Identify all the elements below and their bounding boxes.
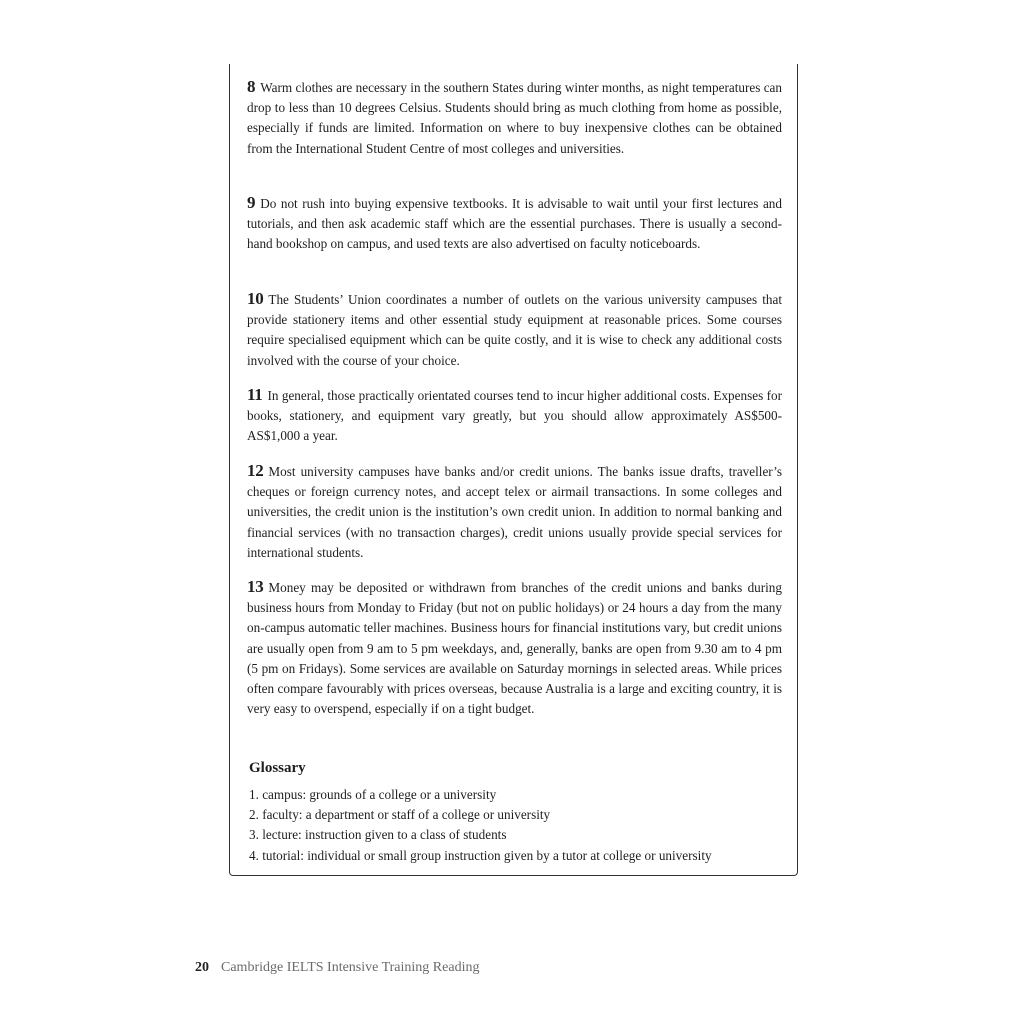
glossary-item: 4. tutorial: individual or small group instruction given by a tutor at college or university	[249, 847, 712, 863]
paragraph-10	[247, 289, 782, 371]
paragraph-number: 10	[247, 289, 264, 308]
paragraph-13	[247, 577, 782, 719]
paragraph-text: Do not rush into buying expensive textbooks. It is advisable to wait until your first lectures and tutorials, and then ask academic staff which are the essential purchases. There is usually a second-hand bookshop on campus, and used texts are also advertised on faculty noticeboards.	[247, 196, 782, 252]
text-box	[229, 64, 798, 876]
glossary-item: 1. campus: grounds of a college or a university	[249, 787, 497, 802]
page-footer	[195, 958, 479, 978]
paragraph-11	[247, 385, 782, 447]
paragraph-number: 13	[247, 577, 264, 596]
paragraph-12	[247, 461, 782, 563]
glossary-list	[249, 785, 779, 866]
paragraph-text: Warm clothes are necessary in the southern States during winter months, as night temperatures can drop to less than 10 degrees Celsius. Students should bring as much clothing from home as possible, especially if funds are limited. Information on where to buy inexpensive clothes can be obtained from the International Student Centre of most colleges and universities.	[247, 80, 782, 156]
paragraph-text: Most university campuses have banks and/or credit unions. The banks issue drafts, traveller’s cheques or foreign currency notes, and accept telex or airmail transactions. In some colleges and universities, the credit union is the institution’s own credit union. In addition to normal banking and financial services (with no transaction charges), credit unions usually provide special services for international students.	[247, 464, 782, 560]
paragraph-number: 11	[247, 385, 263, 404]
glossary-item: 3. lecture: instruction given to a class of students	[249, 827, 507, 843]
paragraph-number: 12	[247, 461, 264, 480]
paragraph-number: 8	[247, 77, 256, 96]
paragraph-text: The Students’ Union coordinates a number of outlets on the various university campuses that provide stationery items and other essential study equipment at reasonable prices. Some courses require specialised equipment which can be quite costly, and it is wise to check any additional costs involved with the course of your choice.	[247, 292, 782, 368]
paragraph-text: Money may be deposited or withdrawn from branches of the credit unions and banks during business hours from Monday to Friday (but not on public holidays) or 24 hours a day from the many on-campus automatic teller machines. Business hours for financial institutions vary, but credit unions are usually open from 9 am to 5 pm weekdays, and, generally, banks are open from 9.30 am to 4 pm (5 pm on Fridays). Some services are available on Saturday mornings in selected areas. While prices often compare favourably with prices overseas, because Australia is a large and exciting country, it is very easy to overspend, especially if on a tight budget.	[247, 580, 782, 717]
paragraph-8	[247, 77, 782, 159]
paragraph-number: 9	[247, 193, 256, 212]
book-title: Cambridge IELTS Intensive Training Reading	[221, 960, 480, 975]
glossary	[249, 758, 779, 866]
glossary-item: 2. faculty: a department or staff of a college or university	[249, 807, 551, 823]
glossary-title: Glossary	[249, 760, 306, 776]
paragraph-9	[247, 193, 782, 255]
paragraph-text: In general, those practically orientated courses tend to incur higher additional costs. Expenses for books, stationery, and equipment vary greatly, but you should allow approximately AS$500-AS$1,000 a year.	[247, 388, 782, 444]
page-number: 20	[195, 960, 209, 975]
